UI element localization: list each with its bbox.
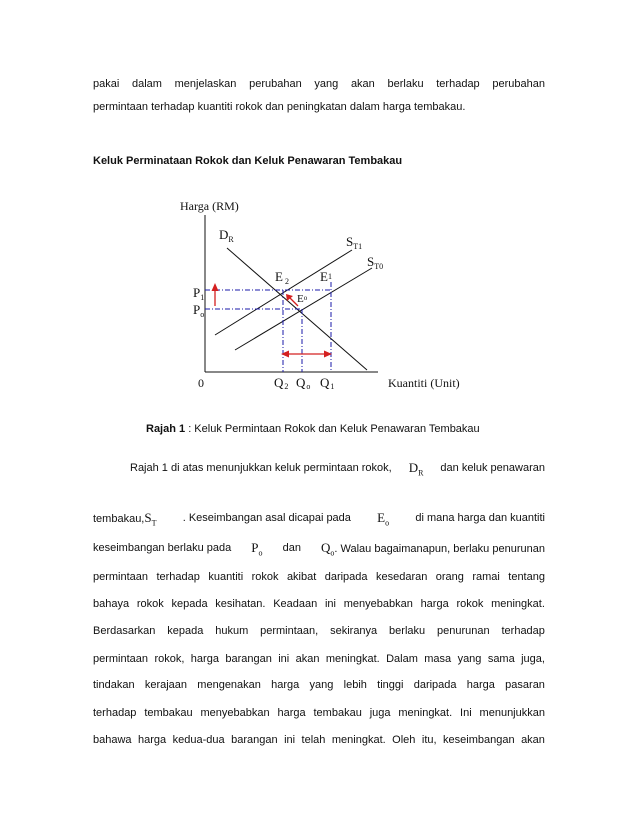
word: kerajaan [144,679,188,691]
word: berlaku [389,625,426,637]
word: harga [271,679,300,691]
word: menyebabkan [200,707,270,719]
word: tindakan [93,679,135,691]
supply0-label: $S_{T0}$ [367,254,384,271]
word: menyebabkan [343,598,413,610]
word: ramai [472,571,500,583]
word: Ini [460,707,472,719]
word: berlaku [387,78,424,90]
word: harga [277,707,306,719]
word: permintaan [93,571,149,583]
caption-bold: Rajah 1 [146,423,186,435]
word: harga [420,598,449,610]
word: harga [190,653,219,665]
e1-label: E1 [320,269,332,284]
word: Berdasarkan [93,625,156,637]
q0-label: Qo [296,375,311,391]
word: barangan [231,734,278,746]
word: bahaya [93,598,130,610]
word: tembakau [313,707,362,719]
word: telah [301,734,326,746]
word: sama [487,653,515,665]
symbol-st: $S_T$ [144,510,157,528]
word: kepada [171,598,208,610]
quantity-arrow-head-left [281,351,289,358]
word: rokok [136,598,164,610]
body-line-3 [93,541,545,561]
word: terhadap [436,78,480,90]
word: juga, [521,653,545,665]
word: keseimbangan [443,734,515,746]
word: rokok [251,571,279,583]
e0-label: Eo [297,293,308,305]
body-line-6 [93,624,545,638]
word: pakai [93,78,120,90]
body-line-2-c: di mana harga dan kuantiti [415,512,545,524]
e2-label: E $_2$ [275,269,289,286]
word: meningkat. [331,734,386,746]
word: terhadap [501,625,545,637]
word: Dalam [386,653,418,665]
word: meningkat. [491,598,545,610]
body-line-2-a: tembakau, [93,513,145,525]
word: meningkat. [325,653,380,665]
caption-rest: : Keluk Permintaan Rokok dan Keluk Penawaran Tembakau [185,423,480,435]
p1-label: $P_1$ [193,285,205,302]
word: itu, [421,734,437,746]
body-line-1 [130,461,545,481]
word: harga [138,734,167,746]
word: barangan [225,653,272,665]
body-line-3-c: . Walau bagaimanapun, berlaku penurunan [334,543,545,555]
symbol-qo: $Q_o$ [321,540,335,558]
word: Keadaan [273,598,318,610]
figure-caption [146,423,480,435]
word: akan [350,78,375,90]
price-arrow-head [212,283,219,291]
word: juga [369,707,391,719]
supply1-label: $S_{T1}$ [346,234,363,251]
word: yang [309,679,334,691]
body-line-9 [93,706,545,720]
word: daripada [413,679,457,691]
word: orang [435,571,464,583]
word: akibat [286,571,317,583]
word: permintaan, [260,625,319,637]
word: kesedaran [375,571,428,583]
word: rokok [456,598,484,610]
word: bahawa [93,734,132,746]
word: tentang [508,571,545,583]
word: terhadap [93,707,137,719]
word: pasaran [505,679,545,691]
word: perubahan [492,78,545,90]
word: tembakau [144,707,193,719]
body-line-1-a: Rajah 1 di atas menunjukkan keluk permintaan rokok, [130,462,392,474]
word: kesihatan. [215,598,266,610]
p0-label: $P_o$ [193,302,205,319]
word: kuantiti [208,571,244,583]
word: daripada [324,571,368,583]
body-line-5 [93,597,545,611]
body-line-2 [93,511,545,531]
word: Oleh [392,734,416,746]
word: harga [466,679,495,691]
word: terhadap [156,571,200,583]
word: masa [424,653,452,665]
supply-demand-diagram [0,0,638,410]
word: meningkat. [398,707,453,719]
body-line-2-b: . Keseimbangan asal dicapai pada [182,512,351,524]
body-line-8 [93,678,545,692]
word: yang [314,78,339,90]
word: kepada [167,625,204,637]
word: lebih [343,679,367,691]
word: permintaan [93,653,149,665]
body-line-1-b: dan keluk penawaran [440,462,545,474]
word: penurunan [437,625,490,637]
word: menjelaskan [174,78,237,90]
word: mengenakan [197,679,261,691]
paragraph-top-line-2: permintaan terhadap kuantiti rokok dan peningkatan dalam harga tembakau. [93,101,466,113]
section-heading: Keluk Perminataan Rokok dan Keluk Penawaran Tembakau [93,155,403,167]
demand-label: $D_R$ [219,227,234,244]
word: akan [521,734,545,746]
body-line-4 [93,570,545,584]
body-line-7 [93,652,545,666]
body-line-3-b: dan [282,542,301,554]
y-axis-label: Harga (RM) [180,199,239,213]
word: akan [295,653,320,665]
body-line-10 [93,733,545,747]
word: sekiranya [330,625,378,637]
word: menunjukkan [479,707,545,719]
word: dalam [131,78,162,90]
word: perubahan [249,78,302,90]
origin-label: 0 [198,376,204,390]
word: yang [457,653,482,665]
symbol-dr: $D_R$ [408,460,424,478]
word: hukum [215,625,249,637]
word: ini [284,734,296,746]
word: tinggi [377,679,404,691]
word: kedua-dua [172,734,225,746]
x-axis-label: Kuantiti (Unit) [388,376,460,390]
q2-label: Q2 [274,375,289,391]
word: rokok, [154,653,185,665]
word: ini [324,598,336,610]
word: ini [278,653,290,665]
symbol-po: $P_o$ [251,540,263,558]
body-line-3-a: keseimbangan berlaku pada [93,542,232,554]
q1-label: Q1 [320,375,335,391]
symbol-eo: $E_o$ [377,510,390,528]
